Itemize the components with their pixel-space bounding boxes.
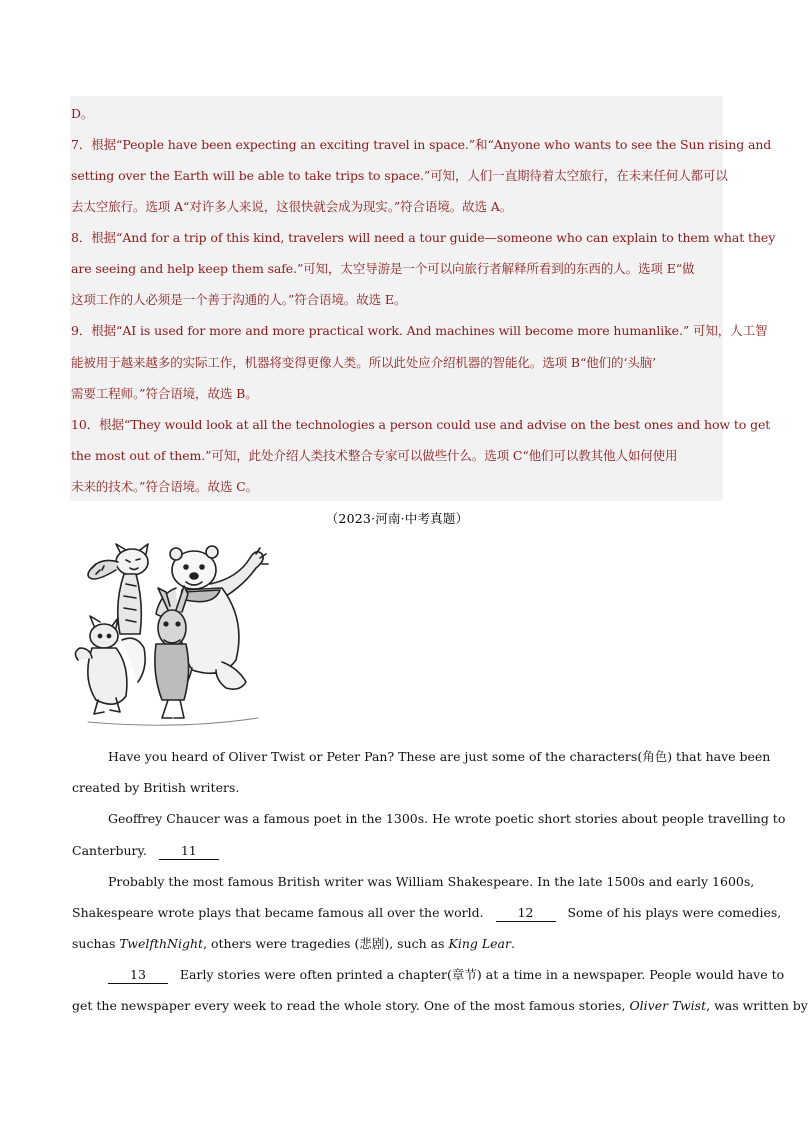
answer-line: 这项工作的人必须是一个善于沟通的人。”符合语境。故选 E。 (71, 292, 407, 307)
question-source: （2023·河南·中考真题） (325, 511, 469, 526)
passage-text: suchas (72, 936, 120, 951)
passage-line: Probably the most famous British writer was William Shakespeare. In the late 1500s and early 1600s, (108, 874, 755, 889)
answer-line: 能被用于越来越多的实际工作，机器将变得更像人类。所以此处应介绍机器的智能化。选项 B“他们的‘头脑’ (71, 355, 656, 370)
answer-line: 7．根据“People have been expecting an exciting travel in space.”和“Anyone who wants to see the Sun rising and (71, 137, 772, 152)
blank-11-field[interactable]: 11 (159, 843, 219, 860)
answer-line: the most out of them.”可知，此处介绍人类技术整合专家可以做些什么。选项 C“他们可以教其他人如何使用 (71, 448, 678, 463)
passage-line (108, 967, 785, 984)
passage-line: Geoffrey Chaucer was a famous poet in the 1300s. He wrote poetic short stories about people travelling to (108, 811, 786, 826)
passage-text: . (510, 936, 515, 951)
answer-line: 9．根据“AI is used for more and more practical work. And machines will become more humanlike.” 可知，人工智 (71, 323, 768, 338)
answer-line: 去太空旅行。选项 A“对许多人来说，这很快就会成为现实。”符合语境。故选 A。 (71, 199, 513, 214)
blank-13-field[interactable]: 13 (108, 967, 168, 984)
passage-line (72, 905, 782, 922)
passage-line: created by British writers. (72, 780, 240, 795)
blank-12-field[interactable]: 12 (496, 905, 556, 922)
passage-line (72, 936, 722, 952)
answer-line: D。 (71, 106, 94, 121)
passage-text: get the newspaper every week to read the whole story. One of the most famous stories, (72, 998, 630, 1013)
answer-line: 需要工程师。”符合语境，故选 B。 (71, 386, 258, 401)
answer-line: 未来的技术。”符合语境。故选 C。 (71, 479, 258, 494)
passage-line: Have you heard of Oliver Twist or Peter Pan? These are just some of the characters(角色) that have been (108, 749, 771, 764)
passage-line (72, 843, 722, 860)
passage-text: Some of his plays were comedies, (567, 905, 782, 920)
book-title: TwelfthNight (119, 936, 204, 951)
answer-line: 8．根据“And for a trip of this kind, travelers will need a tour guide—someone who can explain to them what they (71, 230, 776, 245)
passage-text: , was written by (706, 998, 808, 1013)
passage-text: , others were tragedies (悲剧), such as (203, 936, 449, 951)
answer-line: are seeing and help keep them safe.”可知，太空导游是一个可以向旅行者解释所看到的东西的人。选项 E“做 (71, 261, 695, 276)
answer-line: setting over the Earth will be able to take trips to space.”可知，人们一直期待着太空旅行，在未来任何人都可以 (71, 168, 728, 183)
answer-line: 10．根据“They would look at all the technologies a person could use and advise on the best ones and how to get (71, 417, 771, 432)
cartoon-characters-illustration (72, 540, 272, 730)
book-title: Oliver Twist (629, 998, 707, 1013)
passage-text: Canterbury. (72, 843, 147, 858)
passage-text: Early stories were often printed a chapter(章节) at a time in a newspaper. People would have to (179, 967, 785, 982)
passage-line (72, 998, 808, 1014)
book-title: King Lear (448, 936, 511, 951)
passage-text: Shakespeare wrote plays that became famous all over the world. (72, 905, 484, 920)
